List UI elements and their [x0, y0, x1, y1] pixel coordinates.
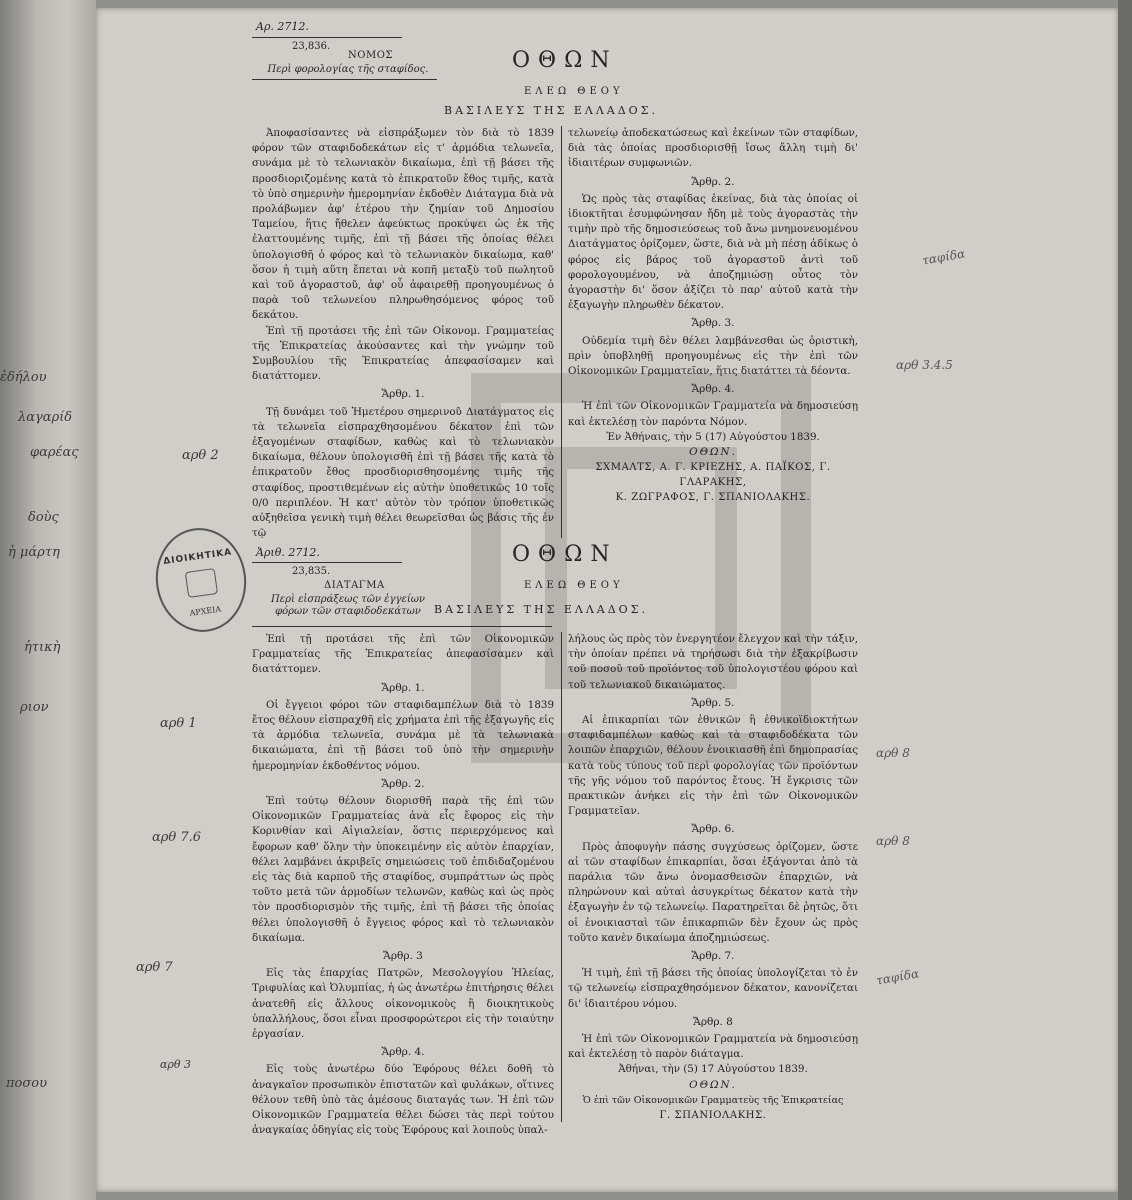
header-rule — [252, 79, 437, 80]
margin-note: αρθ 7.6 — [152, 830, 202, 845]
paragraph: Ὡς πρὸς τὰς σταφίδας ἐκείνας, διὰ τὰς ὁποίας οἱ ἰδιοκτῆται ἐσυμφώνησαν ἤδη μὲ τοὺς ἀγοραστὰς τὴν τιμὴν πρὸ τῆς δημοσιεύσεως τοῦ ἄνω μνημονευομένου Διατάγματος ὁρίζομεν, ὥστε, διὰ νὰ μὴ πέσῃ ἀδίκως ὁ φόρος εἰς βάρος τοῦ ἀγοραστοῦ ἀντὶ τοῦ φορολογουμένου, νὰ ἀποζημιώσῃ οὗτος τὸν ἀγοραστὴν δι' ὅσον ἀξίζει τὸ παρ' αὐτοῦ κατὰ τὴν ἐξαγωγὴν πληρωθὲν δέκατον. — [568, 192, 858, 312]
margin-note: αρθ 2 — [182, 448, 219, 463]
signatory-title: Ὁ ἐπὶ τῶν Οἰκονομικῶν Γραμματεὺς τῆς Ἐπικρατείας — [582, 1094, 844, 1106]
margin-note: αρθ 3.4.5 — [896, 358, 953, 372]
stamp-text: ΑΡΧΕΙΑ — [189, 604, 222, 618]
top-decree-subject: Περὶ φορολογίας τῆς σταφίδος. — [267, 64, 429, 75]
article-heading: Ἄρθρ. 6. — [691, 823, 735, 836]
article-heading: Ἄρθρ. 8 — [693, 1015, 733, 1028]
adjacent-page-handwriting: λαγαρίδ — [18, 410, 73, 425]
adjacent-page-handwriting: ἐδήλου — [0, 370, 47, 385]
bottom-decree-number: 23,835. — [292, 566, 331, 577]
adjacent-page-handwriting: δοὺς — [28, 510, 59, 525]
article-heading: Ἄρθρ. 2. — [691, 175, 735, 188]
signatories: Γ. ΣΠΑΝΙΟΛΑΚΗΣ. — [659, 1110, 767, 1122]
article-heading: Ἄρθρ. 5. — [691, 696, 735, 709]
margin-note: αρθ 7 — [136, 960, 173, 975]
adjacent-page-handwriting: ποσου — [6, 1076, 47, 1091]
paragraph: Εἰς τὰς ἐπαρχίας Πατρῶν, Μεσολογγίου Ἠλείας, Τριφυλίας καὶ Ὀλυμπίας, ἡ ὡς ἀνωτέρω ἐπιτήρησις θέλει ἀνατεθῆ εἰς ἄλλους οἰκονομικοὺς ἢ διοικητικοὺς ὑπαλλήλους, ὅσοι εἶναι προσφορώτεροι εἰς τὴν τοιαύτην ἐργασίαν. — [252, 967, 554, 1041]
top-king-name: ΟΘΩΝ — [512, 48, 618, 73]
margin-note: αρθ 1 — [160, 716, 197, 731]
paragraph: Οὐδεμία τιμὴ δὲν θέλει λαμβάνεσθαι ὡς ὁριστικὴ, πρὶν ὑποβληθῇ προηγουμένως εἰς τὴν ἐπὶ τῶν Οἰκονομικῶν Γραμματεῖαν, ἥτις διατάττει τὰ δέοντα. — [568, 334, 858, 378]
crest-icon — [185, 568, 218, 598]
paragraph: Ἡ ἐπὶ τῶν Οἰκονομικῶν Γραμματεία νὰ δημοσιεύσῃ καὶ ἐκτελέσῃ τὸ παρὸν διάταγμα. — [568, 1033, 858, 1061]
adjacent-page-handwriting: ἠτικὴ — [24, 640, 61, 655]
article-heading: Ἄρθρ. 4. — [691, 383, 735, 396]
top-ref-number: Αρ. 2712. — [256, 20, 309, 33]
top-decree-type: ΝΟΜΟΣ — [348, 50, 393, 61]
stamp-text: ΔΙΟΙΚΗΤΙΚΑ — [162, 547, 233, 567]
top-right-column — [568, 126, 858, 505]
column-divider — [561, 632, 562, 1122]
date-line: Ἀθήναι, τὴν (5) 17 Αὐγούστου 1839. — [618, 1063, 808, 1076]
paragraph: Ἐπὶ τῇ προτάσει τῆς ἐπὶ τῶν Οἰκονομ. Γραμματείας τῆς Ἐπικρατείας ἀκούσαντες καὶ τὴν γνώμην τοῦ Συμβουλίου τῆς Ἐπικρατείας ἀπεφασίσαμεν καὶ διατάττομεν. — [252, 324, 554, 383]
paragraph: Αἱ ἐπικαρπίαι τῶν ἐθνικῶν ἢ ἐθνικοϊδιοκτήτων σταφιδαμπέλων καθὼς καὶ τὰ σταφιδοδέκατα τῶν λοιπῶν ἐπαρχιῶν, θέλουν ἐνοικιασθῆ ἐπὶ δημοπρασίας κατὰ τοὺς τύπους τοῦ περὶ φορολογίας τῶν προϊόντων τῆς γῆς νόμου τοῦ παρόντος ἔτους. Ἡ ἔγκρισις τῶν πρακτικῶν ἀνήκει εἰς τὴν ἐπὶ τῶν Οἰκονομικῶν Γραμματεῖαν. — [568, 714, 858, 818]
margin-note: αρθ 8 — [876, 834, 910, 848]
paragraph: Τῇ δυνάμει τοῦ Ἡμετέρου σημερινοῦ Διατάγματος εἰς τὰ τελωνεῖα εἰσπραχθησομένου δέκατον ἐπὶ τῶν ἐξαγομένων σταφίδων, καθὼς καὶ τὸ τελωνιακὸν δικαίωμα, θέλουν ὑπολογισθῆ ἐπὶ τῇ βάσει τῆς κατὰ τὸ ἐπικρατοῦν ἔθος προσδιορισθησομένης τιμῆς τῆς σταφίδος, προστιθεμένων εἰς αὐτὴν ὑποθετικῶς 10 τοῖς 0/0 περιπλέον. Ἡ κατ' αὐτὸν τὸν τρόπον ὑποθετικῶς αὐξηθεῖσα γενικὴ τιμὴ θέλει θεωρεῖσθαι ὡς βάσις τῆς ἐν τῷ — [252, 405, 554, 540]
top-realm: ΒΑΣΙΛΕΥΣ ΤΗΣ ΕΛΛΑΔΟΣ. — [444, 104, 658, 117]
bottom-king-name: ΟΘΩΝ — [512, 542, 618, 567]
article-heading: Ἄρθρ. 1. — [381, 681, 425, 694]
paragraph: Ἐπὶ τῇ προτάσει τῆς ἐπὶ τῶν Οἰκονομικῶν Γραμματείας τῆς Ἐπικρατείας ἀπεφασίσαμεν καὶ διατάττομεν. — [252, 633, 554, 676]
article-heading: Ἄρθρ. 3 — [383, 950, 423, 963]
paragraph: τελωνείῳ ἀποδεκατώσεως καὶ ἐκείνων τῶν σταφίδων, διὰ τὰς ὁποίας προσδιορισθῇ ἴσως ἄλλη τιμὴ δι' ἰδιαιτέρων συμφωνιῶν. — [568, 127, 858, 170]
bottom-ref-number: Ἀριθ. 2712. — [256, 546, 320, 559]
bottom-right-column — [568, 632, 858, 1123]
margin-note: ταφίδα — [875, 966, 921, 988]
paragraph: λήλους ὡς πρὸς τὸν ἐνεργητέον ἔλεγχον καὶ τὴν τάξιν, τὴν ὁποίαν πρέπει νὰ τηρήσωσι διὰ τὴν ἐξακρίβωσιν τοῦ ποσοῦ τοῦ προϊόντος τοῦ ὑπολογιστέου φόρου καὶ τοῦ τελωνιακοῦ δικαιώματος. — [568, 633, 858, 691]
bottom-grace: ΕΛΕΩ ΘΕΟΥ — [524, 580, 624, 591]
header-rule — [252, 562, 402, 563]
adjacent-page-handwriting: φαρέας — [30, 445, 79, 460]
article-heading: Ἄρθρ. 4. — [381, 1046, 425, 1059]
bottom-realm: ΒΑΣΙΛΕΥΣ ΤΗΣ ΕΛΛΑΔΟΣ. — [434, 603, 648, 616]
signature-king: ΟΘΩΝ. — [689, 446, 737, 459]
paragraph: Πρὸς ἀποφυγὴν πάσης συγχύσεως ὁρίζομεν, ὥστε αἱ τῶν σταφίδων ἐπικαρπίαι, ὅσαι ἐξάγονται ἀπὸ τὰ παράλια τῶν ἄνω ὀνομασθεισῶν ἐπαρχιῶν, νὰ πληρώνουν καὶ αὐταὶ ἀσυγκρίτως δέκατον κατὰ τὴν ἐξαγωγὴν ἐν τῷ τελωνείῳ. Παρατηρεῖται δὲ ῥητῶς, ὅτι οἱ ἐνοικιασταὶ τῶν ἐπικαρπιῶν δὲν ἔχουν ὡς πρὸς τοῦτο κανὲν δικαίωμα ἀποζημιώσεως. — [568, 840, 858, 944]
margin-note: αρθ 3 — [160, 1058, 192, 1071]
date-line: Ἐν Ἀθήναις, τὴν 5 (17) Αὐγούστου 1839. — [606, 430, 820, 443]
header-rule — [252, 37, 402, 38]
binding-edge — [0, 0, 96, 1200]
bottom-left-column — [252, 632, 554, 1139]
paragraph: Εἰς τοὺς ἀνωτέρω δύο Ἐφόρους θέλει δοθῆ τὸ ἀναγκαῖον προσωπικὸν ἐπιστατῶν καὶ φυλάκων, οἵτινες θέλουν τεθῆ ὑπὸ τὰς ἀμέσους διαταγάς των. Ἡ ἐπὶ τῶν Οἰκονομικῶν Γραμματεία θέλει δώσει τὰς περὶ τούτου ἀναγκαίας ὁδηγίας εἰς τοὺς Ἐφόρους καὶ λοιποὺς ὑπαλ- — [252, 1063, 554, 1137]
paragraph: Ἀποφασίσαντες νὰ εἰσπράξωμεν τὸν διὰ τὸ 1839 φόρον τῶν σταφιδοδεκάτων εἰς τ' ἁρμόδια τελωνεῖα, συνάμα μὲ τὸ τελωνιακὸν δικαίωμα, ἐπὶ τῇ βάσει τῆς προσδιοριζομένης κατὰ τὸ ἐπικρατοῦν ἔθος τιμῆς, κατὰ τὸ ὑπὸ σημερινὴν ἡμερομηνίαν ἐκδοθὲν Διάταγμα διὰ νὰ προλάβωμεν ἀφ' ἑτέρου τὴν ζημίαν τοῦ Δημοσίου Ταμείου, ἥτις ἤθελεν ἀφεύκτως προκύψει ὡς ἐκ τῆς ἐλαττουμένης τιμῆς, ἐπὶ τῇ βάσει τῆς ὁποίας θέλει ὑπολογισθῆ ὁ φόρος καὶ τὸ τελωνιακὸν δικαίωμα, καθ' ὅσον ἡ τιμὴ αὕτη ἔπεται νὰ κοπῆ μεταξὺ τοῦ πωλητοῦ καὶ τοῦ ἀγοραστοῦ, ἀφ' οὗ ἀφαιρεθῇ προηγουμένως ὁ παρὰ τοῦ τελωνείου πληρωθησόμενος φόρος τοῦ δεκάτου. — [252, 127, 554, 322]
scan-border — [1118, 0, 1132, 1200]
column-divider — [561, 126, 562, 538]
header-rule — [252, 626, 552, 627]
adjacent-page-handwriting: ριον — [20, 700, 49, 715]
top-grace: ΕΛΕΩ ΘΕΟΥ — [524, 86, 624, 97]
paragraph: Ἡ τιμὴ, ἐπὶ τῇ βάσει τῆς ὁποίας ὑπολογίζεται τὸ ἐν τῷ τελωνείῳ εἰσπραχθησόμενον δέκατον, κανονίζεται δι' ἰδιαιτέρου νόμου. — [568, 967, 858, 1010]
adjacent-page-handwriting: ἡ μάρτη — [8, 545, 60, 560]
article-heading: Ἄρθρ. 1. — [381, 388, 425, 401]
top-decree-number: 23,836. — [292, 41, 331, 52]
top-left-column — [252, 126, 554, 541]
signatories: Κ. ΖΩΓΡΑΦΟΣ, Γ. ΣΠΑΝΙΟΛΑΚΗΣ. — [615, 492, 811, 504]
bottom-decree-type: ΔΙΑΤΑΓΜΑ — [324, 580, 385, 591]
article-heading: Ἄρθρ. 7. — [691, 950, 735, 963]
article-heading: Ἄρθρ. 2. — [381, 777, 425, 790]
paragraph: Ἡ ἐπὶ τῶν Οἰκονομικῶν Γραμματεία νὰ δημοσιεύσῃ καὶ ἐκτελέσῃ τὸν παρόντα Νόμον. — [568, 400, 858, 428]
signatories: ΣΧΜΑΛΤΣ, Α. Γ. ΚΡΙΕΖΗΣ, Α. ΠΑΪΚΟΣ, Γ. ΓΛΑΡΑΚΗΣ, — [595, 462, 831, 489]
paragraph: Ἐπὶ τούτῳ θέλουν διορισθῆ παρὰ τῆς ἐπὶ τῶν Οἰκονομικῶν Γραμματείας ἀνὰ εἷς ἔφορος εἰς τὴν Κορινθίαν καὶ Αἰγιαλείαν, ὅστις περιερχόμενος καὶ ἔφορων καθ' ὅλην τὴν ὑποκειμένην εἰς αὐτὸν ἐπαρχίαν, θέλει λαμβάνει ἀκριβεῖς σημειώσεις τοῦ ἐπιδιδαζομένου εἰς τὰς διὰ καρποῦ τῆς σταφίδος, συμπράττων ὡς πρὸς τοῦτο μετὰ τῶν ἁρμοδίων τελωνῶν, καθὼς καὶ ὡς πρὸς τὸν προσδιορισμὸν τῆς τιμῆς, ἐπὶ τῇ βάσει τῆς ὁποίας θέλει ὑπολογισθῆ ὁ ἔγγειος φόρος καὶ τὸ τελωνιακὸν δικαίωμα. — [252, 795, 554, 944]
document-page — [96, 8, 1118, 1192]
signature-king: ΟΘΩΝ. — [689, 1078, 737, 1091]
paragraph: Οἱ ἔγγειοι φόροι τῶν σταφιδαμπέλων διὰ τὸ 1839 ἔτος θέλουν εἰσπραχθῆ εἰς χρήματα ἐπὶ τῆς ἐξαγωγῆς εἰς τὰ ἁρμόδια τελωνεῖα, συνάμα μὲ τὰ τελωνιακὰ δικαιώματα, ἐπὶ τῇ βάσει τοῦ ὑπὸ τὴν σημερινὴν ἡμερομηνίαν ἐκδοθέντος νόμου. — [252, 698, 554, 772]
margin-note: ταφίδα — [921, 246, 967, 268]
margin-note: αρθ 8 — [876, 746, 910, 760]
bottom-decree-subject: Περὶ εἰσπράξεως τῶν ἐγγείων φόρων τῶν σταφιδοδεκάτων — [271, 594, 425, 617]
article-heading: Ἄρθρ. 3. — [691, 317, 735, 330]
